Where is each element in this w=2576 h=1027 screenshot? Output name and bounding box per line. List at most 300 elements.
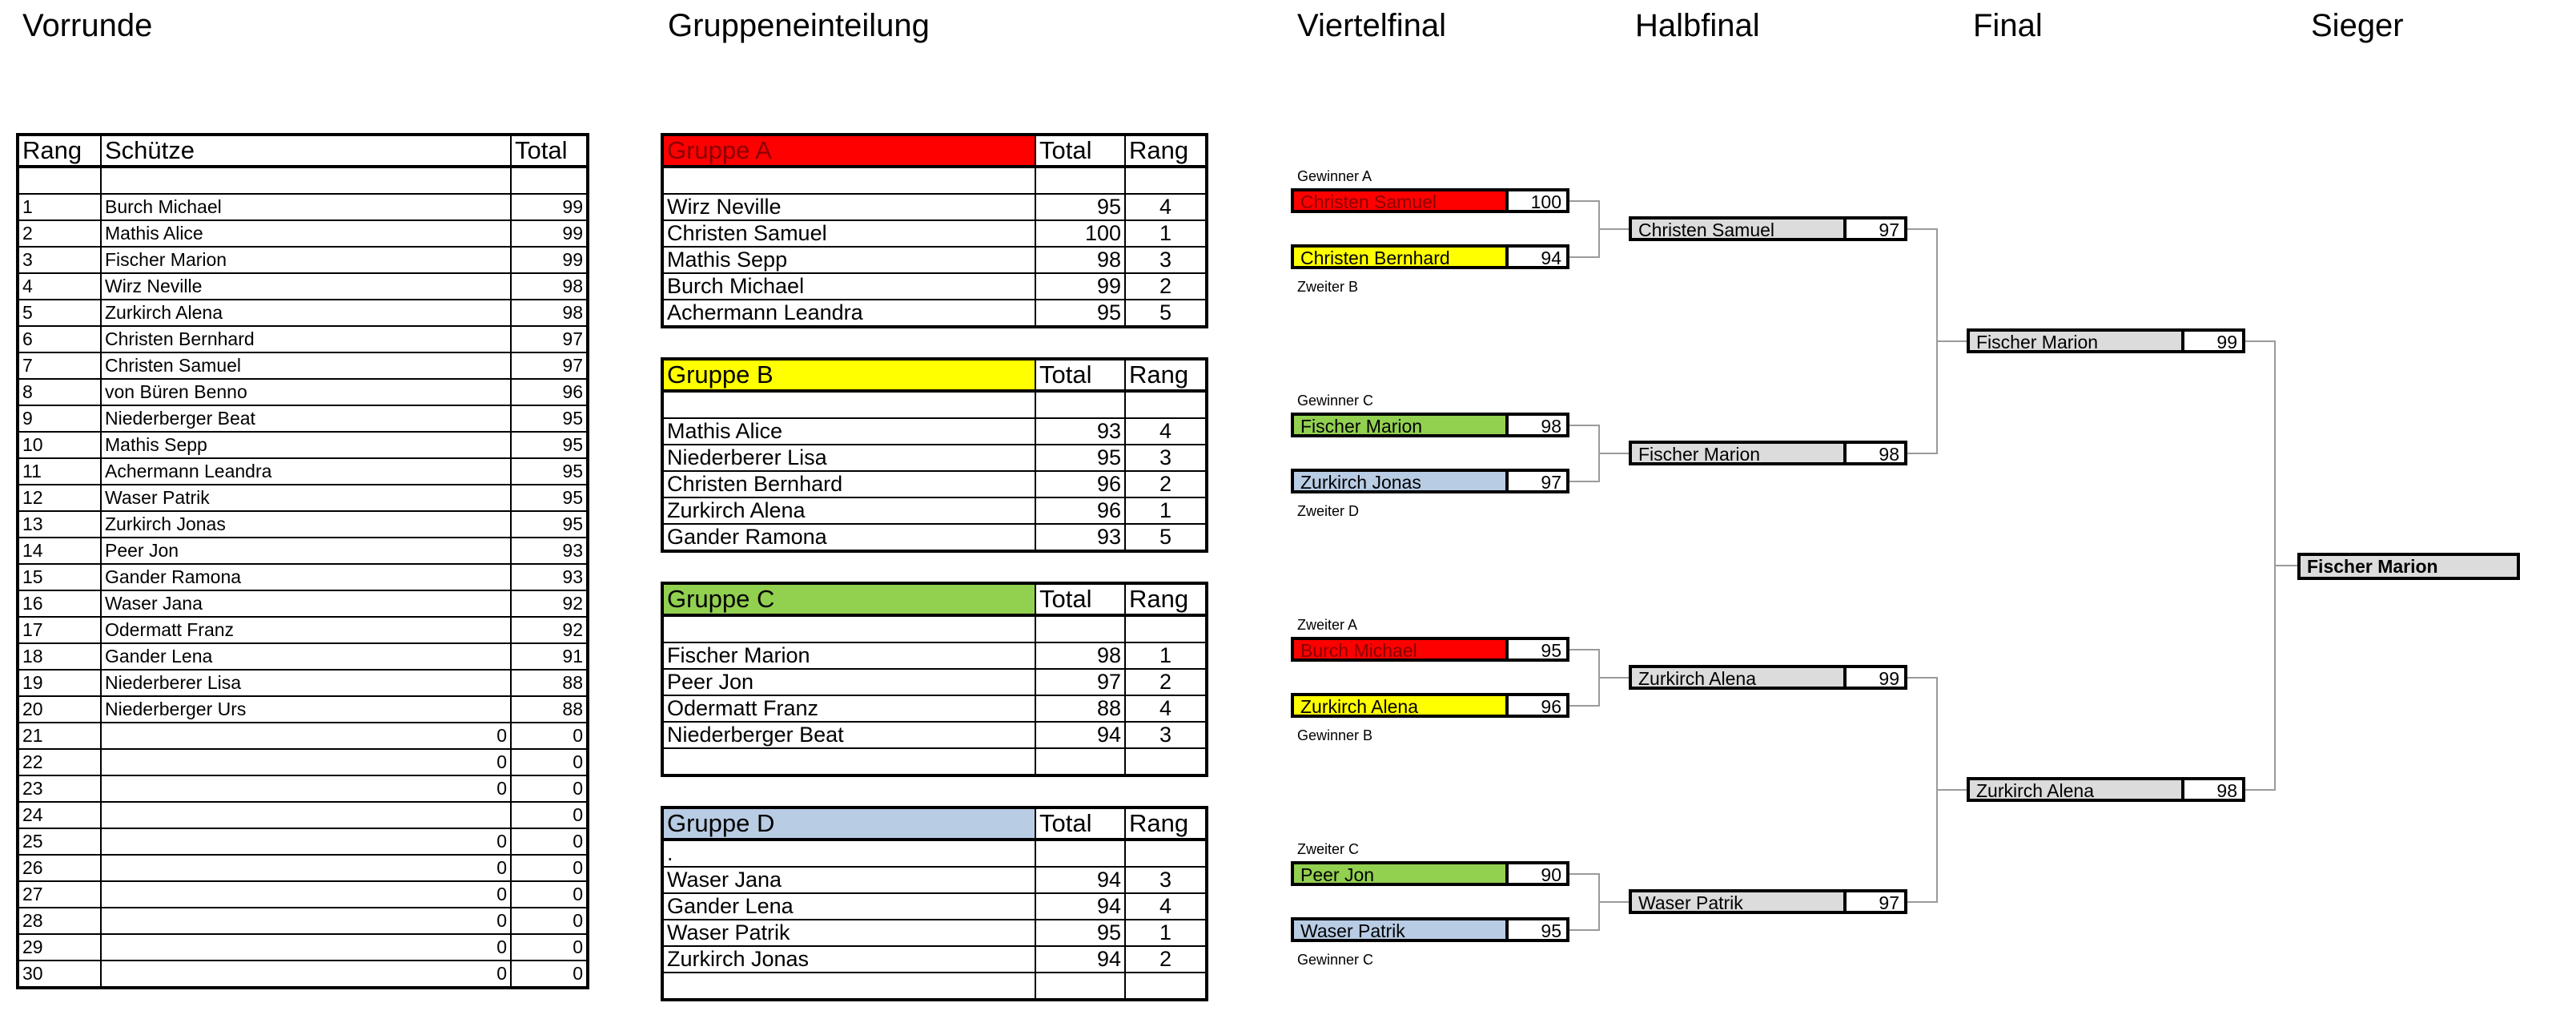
bracket-line: [1569, 929, 1598, 931]
group-total: 99: [1035, 273, 1125, 300]
vorrunde-row: [18, 881, 588, 908]
group-total: 97: [1035, 669, 1125, 695]
rang-cell: 22: [18, 749, 101, 775]
group-blank-row: [662, 391, 1207, 418]
schuetze-cell: 0: [101, 961, 511, 988]
group-rang: 2: [1125, 669, 1207, 695]
vorrunde-row: [18, 405, 588, 432]
total-cell: 0: [511, 749, 588, 775]
halbfinal-box: [1629, 889, 1907, 914]
player-name: Fischer Marion: [1970, 332, 2181, 350]
rang-cell: 7: [18, 352, 101, 379]
rang-cell: 11: [18, 458, 101, 485]
group-shooter: Niederberer Lisa: [662, 445, 1035, 471]
total-cell: 0: [511, 934, 588, 961]
vf-slot-label: Zweiter B: [1297, 279, 1359, 295]
schuetze-cell: Odermatt Franz: [101, 617, 511, 643]
group-rang: 2: [1125, 946, 1207, 973]
player-name: Peer Jon: [1294, 864, 1505, 883]
vorrunde-row: [18, 908, 588, 934]
col-total: Total: [511, 135, 588, 167]
group-rang: 4: [1125, 418, 1207, 445]
group-total: 95: [1035, 300, 1125, 327]
bracket-line: [1598, 677, 1629, 679]
heading-gruppeneinteilung: Gruppeneinteilung: [668, 8, 930, 43]
bracket-line: [1569, 873, 1598, 875]
group-shooter: Waser Jana: [662, 867, 1035, 893]
total-cell: 0: [511, 828, 588, 855]
player-score: 95: [1505, 920, 1566, 939]
group-rang: 2: [1125, 273, 1207, 300]
bracket-line: [1936, 789, 1967, 791]
rang-cell: 16: [18, 590, 101, 617]
group-row: [662, 445, 1207, 471]
group-rang: 1: [1125, 497, 1207, 524]
group-row: [662, 300, 1207, 327]
player-name: Waser Patrik: [1294, 920, 1505, 939]
schuetze-cell: Fischer Marion: [101, 247, 511, 273]
total-cell: 98: [511, 273, 588, 300]
rang-cell: 30: [18, 961, 101, 988]
total-cell: 0: [511, 775, 588, 802]
player-score: 97: [1843, 892, 1904, 911]
group-row: [662, 273, 1207, 300]
heading-halbfinal: Halbfinal: [1635, 8, 1760, 43]
rang-cell: 14: [18, 538, 101, 564]
schuetze-cell: von Büren Benno: [101, 379, 511, 405]
rang-cell: 17: [18, 617, 101, 643]
schuetze-cell: Gander Ramona: [101, 564, 511, 590]
heading-final: Final: [1973, 8, 2043, 43]
vorrunde-blank-row: [18, 167, 588, 194]
group-shooter: Peer Jon: [662, 669, 1035, 695]
player-score: 95: [1505, 640, 1566, 658]
rang-cell: 25: [18, 828, 101, 855]
heading-viertelfinal: Viertelfinal: [1297, 8, 1447, 43]
vf-slot-label: Zweiter D: [1297, 503, 1360, 519]
heading-vorrunde: Vorrunde: [22, 8, 153, 43]
vorrunde-row: [18, 855, 588, 881]
halbfinal-box: [1629, 441, 1907, 465]
vf-slot-label: Gewinner C: [1297, 393, 1374, 409]
schuetze-cell: Achermann Leandra: [101, 458, 511, 485]
schuetze-cell: Gander Lena: [101, 643, 511, 670]
schuetze-cell: Niederberger Urs: [101, 696, 511, 723]
schuetze-cell: Waser Patrik: [101, 485, 511, 511]
rang-cell: 27: [18, 881, 101, 908]
group-col-total: Total: [1035, 135, 1125, 167]
viertelfinal-box: [1291, 637, 1569, 662]
vorrunde-row: [18, 934, 588, 961]
group-table: [661, 582, 1208, 777]
vorrunde-row: [18, 961, 588, 988]
total-cell: 92: [511, 617, 588, 643]
rang-cell: 6: [18, 326, 101, 352]
vorrunde-row: [18, 379, 588, 405]
total-cell: 93: [511, 538, 588, 564]
bracket-line: [2245, 340, 2274, 342]
group-table: [661, 806, 1208, 1001]
total-cell: 95: [511, 458, 588, 485]
player-score: 96: [1505, 696, 1566, 715]
group-row: [662, 418, 1207, 445]
bracket-line: [1569, 649, 1598, 650]
group-shooter: Zurkirch Jonas: [662, 946, 1035, 973]
schuetze-cell: Mathis Sepp: [101, 432, 511, 458]
total-cell: 0: [511, 723, 588, 749]
rang-cell: 12: [18, 485, 101, 511]
total-cell: 95: [511, 405, 588, 432]
halbfinal-box: [1629, 665, 1907, 690]
group-shooter: Wirz Neville: [662, 194, 1035, 220]
group-total: 98: [1035, 247, 1125, 273]
group-table: [661, 357, 1208, 553]
group-name: Gruppe D: [662, 808, 1035, 840]
vorrunde-row: [18, 643, 588, 670]
rang-cell: 13: [18, 511, 101, 538]
col-rang: Rang: [18, 135, 101, 167]
rang-cell: 28: [18, 908, 101, 934]
rang-cell: 24: [18, 802, 101, 828]
total-cell: 0: [511, 855, 588, 881]
player-score: 97: [1505, 472, 1566, 490]
group-shooter: Mathis Sepp: [662, 247, 1035, 273]
group-row: [662, 722, 1207, 748]
rang-cell: 29: [18, 934, 101, 961]
vf-slot-label: Gewinner A: [1297, 168, 1372, 184]
schuetze-cell: 0: [101, 775, 511, 802]
bracket-line: [1569, 705, 1598, 707]
group-total: 95: [1035, 445, 1125, 471]
group-header-row: [662, 808, 1207, 840]
group-rang: [1125, 973, 1207, 1000]
bracket-line: [1569, 200, 1598, 202]
schuetze-cell: 0: [101, 881, 511, 908]
schuetze-cell: 0: [101, 828, 511, 855]
player-score: 100: [1505, 191, 1566, 210]
group-rang: 3: [1125, 247, 1207, 273]
viertelfinal-box: [1291, 469, 1569, 493]
total-cell: 99: [511, 220, 588, 247]
viertelfinal-box: [1291, 188, 1569, 213]
group-total: 94: [1035, 946, 1125, 973]
group-total: 93: [1035, 418, 1125, 445]
schuetze-cell: Zurkirch Alena: [101, 300, 511, 326]
bracket-line: [1569, 481, 1598, 482]
group-col-rang: Rang: [1125, 135, 1207, 167]
schuetze-cell: Niederberger Beat: [101, 405, 511, 432]
vorrunde-row: [18, 590, 588, 617]
player-name: Burch Michael: [1294, 640, 1505, 658]
player-name: Fischer Marion: [1294, 416, 1505, 434]
bracket-line: [1598, 453, 1629, 454]
group-rang: 4: [1125, 893, 1207, 920]
total-cell: 98: [511, 300, 588, 326]
player-score: 98: [1843, 444, 1904, 462]
group-row: [662, 893, 1207, 920]
player-score: 98: [1505, 416, 1566, 434]
group-total: 96: [1035, 471, 1125, 497]
group-total: 95: [1035, 194, 1125, 220]
group-shooter: Odermatt Franz: [662, 695, 1035, 722]
vf-slot-label: Zweiter A: [1297, 617, 1358, 633]
group-total: 94: [1035, 867, 1125, 893]
group-header-row: [662, 359, 1207, 391]
schuetze-cell: Christen Bernhard: [101, 326, 511, 352]
final-box: [1967, 777, 2245, 802]
group-shooter: Gander Ramona: [662, 524, 1035, 551]
group-row: [662, 524, 1207, 551]
group-shooter: [662, 973, 1035, 1000]
vorrunde-row: [18, 511, 588, 538]
rang-cell: 23: [18, 775, 101, 802]
group-shooter: Achermann Leandra: [662, 300, 1035, 327]
final-box: [1967, 328, 2245, 353]
total-cell: 96: [511, 379, 588, 405]
group-col-rang: Rang: [1125, 359, 1207, 391]
group-shooter: Waser Patrik: [662, 920, 1035, 946]
group-row: [662, 471, 1207, 497]
player-score: 97: [1843, 219, 1904, 238]
vorrunde-row: [18, 485, 588, 511]
vorrunde-row: [18, 538, 588, 564]
viertelfinal-box: [1291, 917, 1569, 942]
group-col-total: Total: [1035, 808, 1125, 840]
rang-cell: 5: [18, 300, 101, 326]
group-rang: 2: [1125, 471, 1207, 497]
vorrunde-row: [18, 300, 588, 326]
vorrunde-row: [18, 247, 588, 273]
group-row: [662, 642, 1207, 669]
group-shooter: Burch Michael: [662, 273, 1035, 300]
bracket-line: [1598, 901, 1629, 903]
group-col-total: Total: [1035, 359, 1125, 391]
total-cell: 95: [511, 432, 588, 458]
group-row: [662, 867, 1207, 893]
rang-cell: 9: [18, 405, 101, 432]
schuetze-cell: Waser Jana: [101, 590, 511, 617]
group-shooter: Zurkirch Alena: [662, 497, 1035, 524]
total-cell: 97: [511, 326, 588, 352]
bracket-line: [1907, 453, 1936, 454]
group-shooter: Fischer Marion: [662, 642, 1035, 669]
player-name: Zurkirch Alena: [1632, 668, 1843, 687]
group-total: 98: [1035, 642, 1125, 669]
group-row: [662, 497, 1207, 524]
vorrunde-row: [18, 458, 588, 485]
player-name: Zurkirch Alena: [1970, 780, 2181, 799]
group-col-rang: Rang: [1125, 583, 1207, 615]
vorrunde-row: [18, 670, 588, 696]
group-rang: 1: [1125, 920, 1207, 946]
rang-cell: 2: [18, 220, 101, 247]
total-cell: 97: [511, 352, 588, 379]
group-row: [662, 220, 1207, 247]
group-total: 94: [1035, 893, 1125, 920]
group-row: [662, 695, 1207, 722]
group-header-row: [662, 583, 1207, 615]
group-rang: 4: [1125, 194, 1207, 220]
player-score: 99: [1843, 668, 1904, 687]
schuetze-cell: 0: [101, 855, 511, 881]
total-cell: 88: [511, 696, 588, 723]
col-schuetze: Schütze: [101, 135, 511, 167]
player-name: Fischer Marion: [1632, 444, 1843, 462]
vorrunde-row: [18, 828, 588, 855]
rang-cell: 26: [18, 855, 101, 881]
player-score: 98: [2181, 780, 2242, 799]
bracket-line: [1936, 340, 1967, 342]
group-blank-row: [662, 615, 1207, 642]
group-shooter: Gander Lena: [662, 893, 1035, 920]
group-table: [661, 133, 1208, 328]
viertelfinal-box: [1291, 413, 1569, 437]
bracket-line: [2274, 565, 2297, 566]
player-name: Zurkirch Jonas: [1294, 472, 1505, 490]
vf-slot-label: Gewinner B: [1297, 727, 1373, 743]
group-row: [662, 194, 1207, 220]
group-rang: 5: [1125, 524, 1207, 551]
total-cell: 93: [511, 564, 588, 590]
schuetze-cell: 0: [101, 749, 511, 775]
group-row: [662, 247, 1207, 273]
vf-slot-label: Gewinner C: [1297, 952, 1374, 968]
group-total: [1035, 973, 1125, 1000]
bracket-line: [2245, 789, 2274, 791]
vorrunde-row: [18, 564, 588, 590]
group-row: [662, 669, 1207, 695]
player-name: Christen Bernhard: [1294, 248, 1505, 266]
bracket-line: [1907, 901, 1936, 903]
group-row: [662, 920, 1207, 946]
vf-slot-label: Zweiter C: [1297, 841, 1360, 857]
total-cell: 0: [511, 961, 588, 988]
rang-cell: 15: [18, 564, 101, 590]
total-cell: 95: [511, 511, 588, 538]
group-total: 93: [1035, 524, 1125, 551]
vorrunde-row: [18, 802, 588, 828]
vorrunde-row: [18, 432, 588, 458]
group-header-row: [662, 135, 1207, 167]
rang-cell: 21: [18, 723, 101, 749]
player-score: 90: [1505, 864, 1566, 883]
schuetze-cell: Wirz Neville: [101, 273, 511, 300]
total-cell: 95: [511, 485, 588, 511]
group-rang: 1: [1125, 220, 1207, 247]
vorrunde-header-row: [18, 135, 588, 167]
schuetze-cell: 0: [101, 908, 511, 934]
viertelfinal-box: [1291, 244, 1569, 269]
group-row: [662, 946, 1207, 973]
group-name: Gruppe C: [662, 583, 1035, 615]
sieger-box: Fischer Marion: [2297, 553, 2520, 580]
rang-cell: 19: [18, 670, 101, 696]
vorrunde-row: [18, 273, 588, 300]
rang-cell: 10: [18, 432, 101, 458]
schuetze-cell: 0: [101, 723, 511, 749]
vorrunde-row: [18, 617, 588, 643]
rang-cell: 18: [18, 643, 101, 670]
total-cell: 0: [511, 881, 588, 908]
player-score: 99: [2181, 332, 2242, 350]
player-name: Zurkirch Alena: [1294, 696, 1505, 715]
vorrunde-row: [18, 352, 588, 379]
vorrunde-row: [18, 723, 588, 749]
group-name: Gruppe B: [662, 359, 1035, 391]
rang-cell: 1: [18, 194, 101, 220]
halbfinal-box: [1629, 216, 1907, 241]
total-cell: 88: [511, 670, 588, 696]
vorrunde-row: [18, 220, 588, 247]
schuetze-cell: Peer Jon: [101, 538, 511, 564]
bracket-line: [1907, 677, 1936, 679]
total-cell: 0: [511, 802, 588, 828]
vorrunde-row: [18, 194, 588, 220]
group-shooter: Christen Bernhard: [662, 471, 1035, 497]
group-total: 95: [1035, 920, 1125, 946]
group-row: [662, 973, 1207, 1000]
bracket-line: [1569, 425, 1598, 426]
total-cell: 99: [511, 247, 588, 273]
bracket-line: [1598, 228, 1629, 230]
group-total: [1035, 748, 1125, 775]
group-shooter: [662, 748, 1035, 775]
group-name: Gruppe A: [662, 135, 1035, 167]
rang-cell: 3: [18, 247, 101, 273]
total-cell: 0: [511, 908, 588, 934]
player-score: 94: [1505, 248, 1566, 266]
vorrunde-row: [18, 326, 588, 352]
group-rang: 4: [1125, 695, 1207, 722]
vorrunde-table: [16, 133, 589, 989]
group-rang: 1: [1125, 642, 1207, 669]
group-total: 100: [1035, 220, 1125, 247]
schuetze-cell: Burch Michael: [101, 194, 511, 220]
rang-cell: 8: [18, 379, 101, 405]
player-name: Christen Samuel: [1632, 219, 1843, 238]
player-name: Waser Patrik: [1632, 892, 1843, 911]
group-rang: 5: [1125, 300, 1207, 327]
rang-cell: 4: [18, 273, 101, 300]
group-col-total: Total: [1035, 583, 1125, 615]
group-total: 96: [1035, 497, 1125, 524]
viertelfinal-box: [1291, 861, 1569, 886]
rang-cell: 20: [18, 696, 101, 723]
group-shooter: Mathis Alice: [662, 418, 1035, 445]
group-col-rang: Rang: [1125, 808, 1207, 840]
vorrunde-row: [18, 696, 588, 723]
group-shooter: Christen Samuel: [662, 220, 1035, 247]
group-shooter: Niederberger Beat: [662, 722, 1035, 748]
heading-sieger: Sieger: [2311, 8, 2404, 43]
group-total: 88: [1035, 695, 1125, 722]
schuetze-cell: Niederberer Lisa: [101, 670, 511, 696]
vorrunde-body: [18, 167, 588, 988]
vorrunde-row: [18, 749, 588, 775]
schuetze-cell: Mathis Alice: [101, 220, 511, 247]
group-rang: 3: [1125, 867, 1207, 893]
schuetze-cell: 0: [101, 934, 511, 961]
player-name: Christen Samuel: [1294, 191, 1505, 210]
group-total: 94: [1035, 722, 1125, 748]
group-rang: 3: [1125, 722, 1207, 748]
schuetze-cell: Zurkirch Jonas: [101, 511, 511, 538]
group-blank-row: [662, 167, 1207, 194]
bracket-line: [1569, 256, 1598, 258]
schuetze-cell: [101, 802, 511, 828]
total-cell: 92: [511, 590, 588, 617]
group-rang: [1125, 748, 1207, 775]
